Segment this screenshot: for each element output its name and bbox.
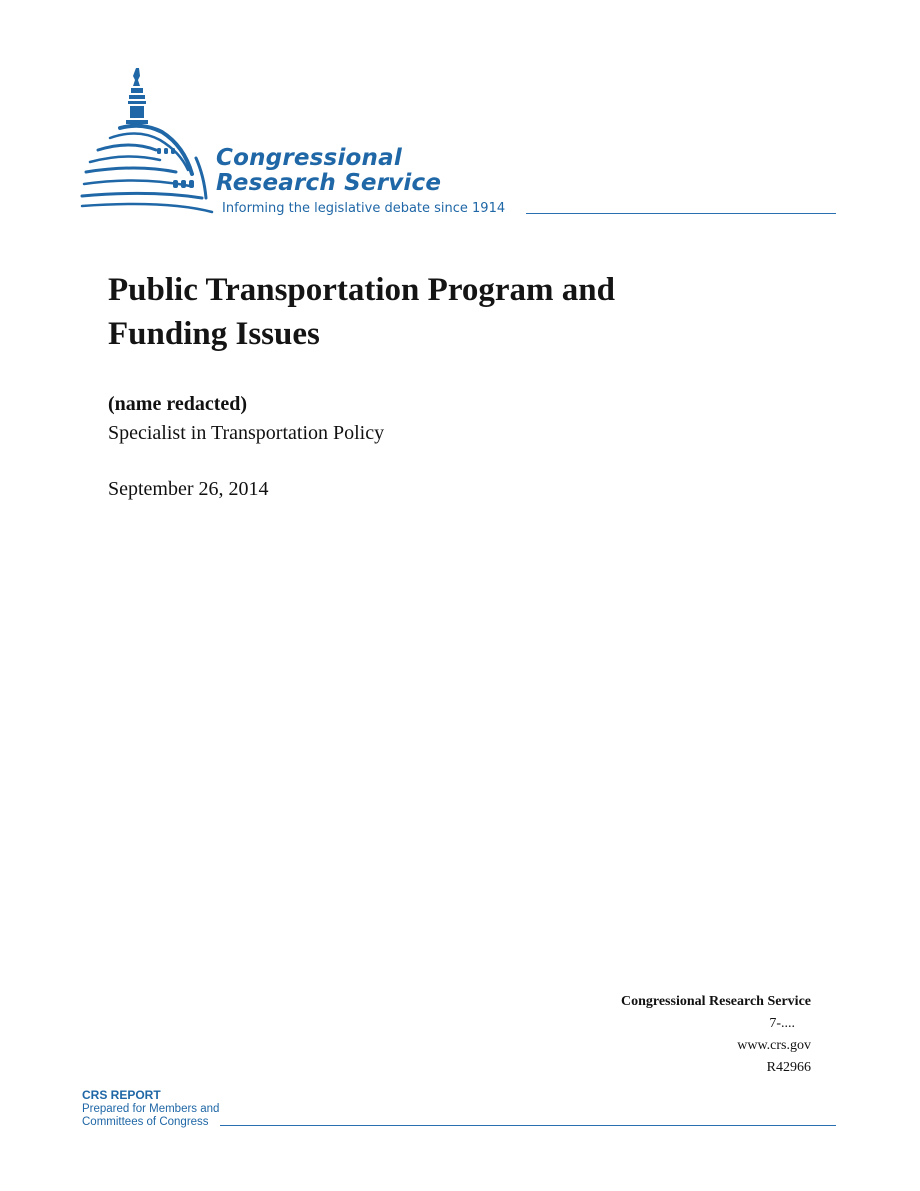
footer-line1: Prepared for Members and <box>82 1102 220 1115</box>
report-title-line2: Funding Issues <box>108 316 320 352</box>
publisher-website: www.crs.gov <box>737 1038 811 1053</box>
report-title <box>108 268 615 356</box>
org-name <box>216 146 441 196</box>
footer-line2: Committees of Congress <box>82 1116 209 1128</box>
publisher-name: Congressional Research Service <box>620 994 811 1009</box>
org-name-line1: Congressional <box>216 145 402 171</box>
author-name: (name redacted) <box>108 393 248 415</box>
header-divider <box>526 213 836 214</box>
org-tagline: Informing the legislative debate since 1914 <box>222 201 506 216</box>
report-date: September 26, 2014 <box>108 478 269 500</box>
author-role: Specialist in Transportation Policy <box>108 422 385 444</box>
crs-report-footer <box>82 1089 219 1130</box>
org-name-line2: Research Service <box>216 170 442 196</box>
footer-divider <box>220 1125 836 1126</box>
crs-report-label: CRS REPORT <box>82 1088 161 1102</box>
publication-code: 7-.... <box>769 1016 795 1031</box>
publication-info <box>621 991 811 1079</box>
report-number: R42966 <box>766 1060 811 1075</box>
report-title-line1: Public Transportation Program and <box>108 272 615 308</box>
